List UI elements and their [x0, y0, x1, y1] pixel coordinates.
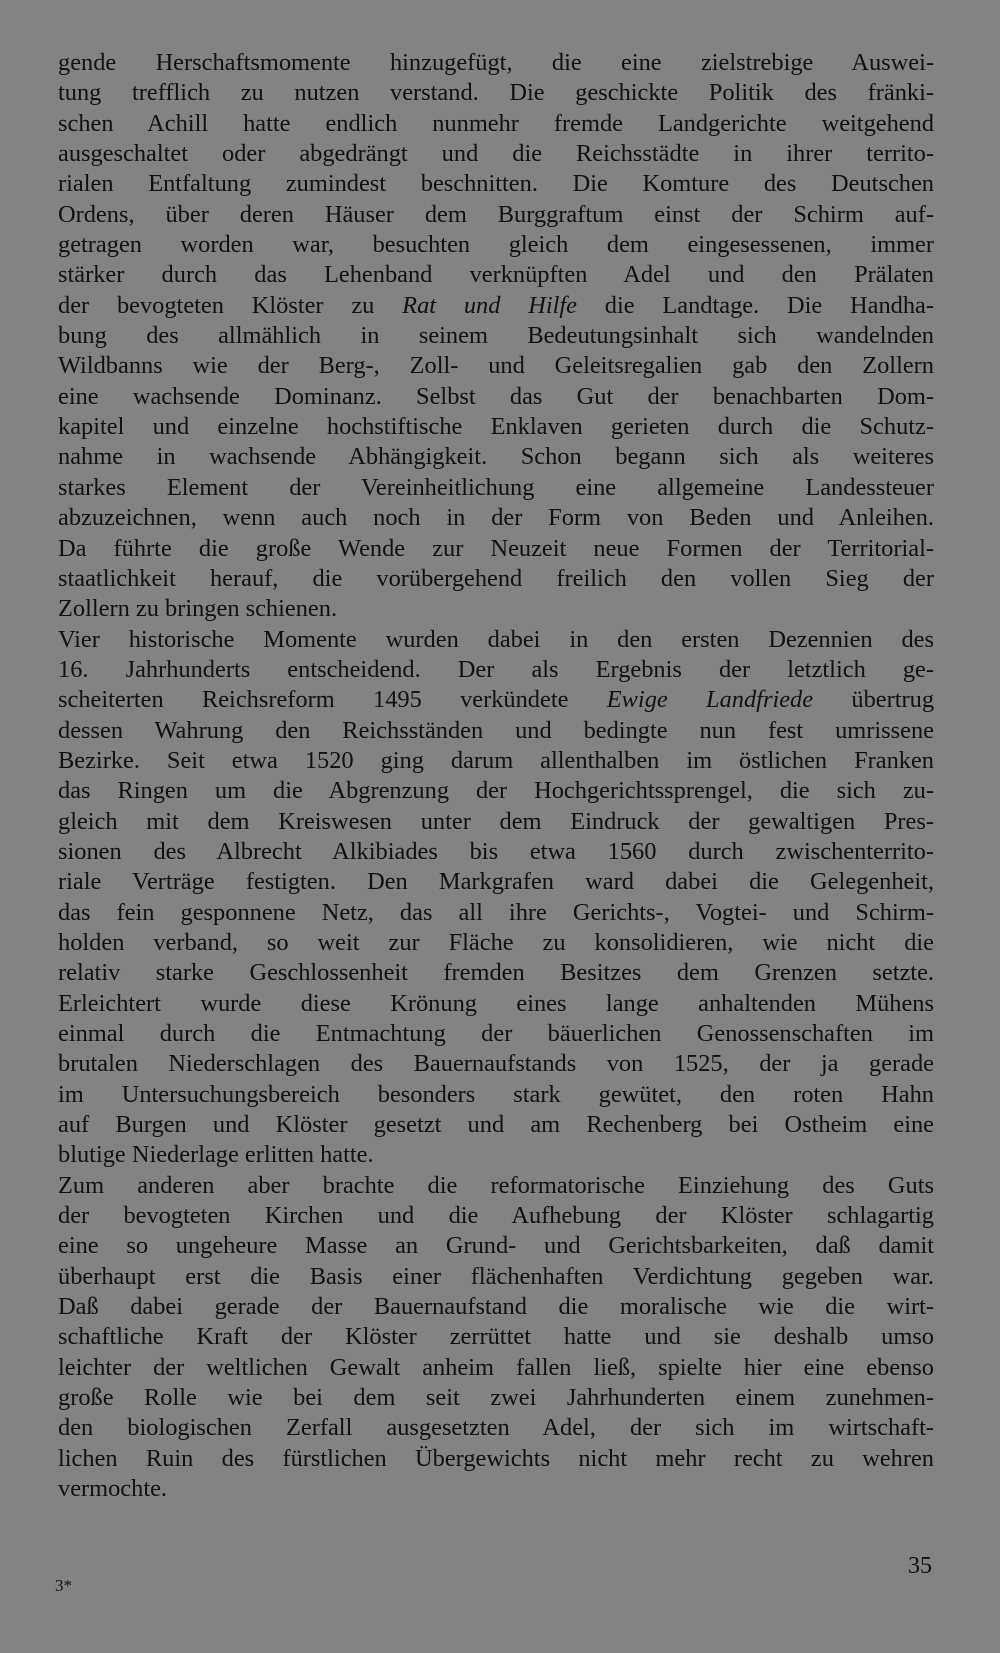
text-segment: der bevogteten Klöster zu: [58, 291, 403, 319]
text-line: kapitel und einzelne hochstiftische Enklaven gerieten durch die Schutz-: [58, 413, 934, 441]
text-line: bung des allmählich in seinem Bedeutungsinhalt sich wandelnden: [58, 322, 934, 350]
text-line: blutige Niederlage erlitten hatte.: [58, 1141, 374, 1169]
text-line: Erleichtert wurde diese Krönung eines lange anhaltenden Mühens: [58, 989, 934, 1017]
text-line: stärker durch das Lehenband verknüpften Adel und den Prälaten: [58, 261, 934, 289]
text-line: leichter der weltlichen Gewalt anheim fallen ließ, spielte hier eine ebenso: [58, 1353, 934, 1381]
text-line: rialen Entfaltung zumindest beschnitten. Die Komture des Deutschen: [58, 170, 934, 198]
text-segment: übertrug: [813, 686, 935, 714]
text-line: große Rolle wie bei dem seit zwei Jahrhunderten einem zunehmen-: [58, 1384, 934, 1412]
page-number: 35: [908, 1553, 932, 1579]
text-line: dessen Wahrung den Reichsständen und bedingte nun fest umrissene: [58, 716, 934, 744]
text-line: Wildbanns wie der Berg-, Zoll- und Geleitsregalien gab den Zollern: [58, 352, 934, 380]
text-line: [58, 685, 934, 715]
text-line: ausgeschaltet oder abgedrängt und die Reichsstädte in ihrer territo-: [58, 140, 934, 168]
text-line: abzuzeichnen, wenn auch noch in der Form von Beden und Anleihen.: [58, 504, 934, 532]
text-line: sionen des Albrecht Alkibiades bis etwa 1560 durch zwischenterrito-: [58, 837, 934, 865]
text-segment: scheiterten Reichsreform 1495 verkündete: [58, 686, 607, 714]
text-line: holden verband, so weit zur Fläche zu konsolidieren, wie nicht die: [58, 928, 934, 956]
text-line: eine so ungeheure Masse an Grund- und Gerichtsbarkeiten, daß damit: [58, 1232, 934, 1260]
text-line: schaftliche Kraft der Klöster zerrüttet hatte und sie deshalb umso: [58, 1323, 934, 1351]
text-line: relativ starke Geschlossenheit fremden Besitzes dem Grenzen setzte.: [58, 959, 934, 987]
text-line: brutalen Niederschlagen des Bauernaufstands von 1525, der ja gerade: [58, 1050, 934, 1078]
text-line: [58, 291, 934, 321]
text-line: einmal durch die Entmachtung der bäuerlichen Genossenschaften im: [58, 1020, 934, 1047]
text-line: Bezirke. Seit etwa 1520 ging darum allenthalben im östlichen Franken: [58, 746, 934, 774]
text-line: vermochte.: [58, 1475, 168, 1503]
text-line: lichen Ruin des fürstlichen Übergewichts nicht mehr recht zu wehren: [58, 1444, 934, 1472]
text-line: der bevogteten Kirchen und die Aufhebung der Klöster schlagartig: [58, 1202, 934, 1230]
text-line: Zollern zu bringen schienen.: [58, 595, 338, 623]
text-line: gende Herschaftsmomente hinzugefügt, die eine zielstrebige Auswei-: [58, 49, 934, 76]
text-line: den biologischen Zerfall ausgesetzten Adel, der sich im wirtschaft-: [58, 1414, 934, 1442]
text-line: staatlichkeit herauf, die vorübergehend freilich den vollen Sieg der: [58, 564, 934, 592]
text-line: nahme in wachsende Abhängigkeit. Schon begann sich als weiteres: [58, 443, 934, 471]
text-line: riale Verträge festigten. Den Markgrafen ward dabei die Gelegenheit,: [58, 868, 934, 896]
text-line: im Untersuchungsbereich besonders stark gewütet, den roten Hahn: [58, 1080, 934, 1108]
text-line: eine wachsende Dominanz. Selbst das Gut der benachbarten Dom-: [58, 382, 934, 410]
emphasized-phrase: Ewige Landfriede: [606, 686, 814, 714]
text-line: Daß dabei gerade der Bauernaufstand die moralische wie die wirt-: [58, 1293, 934, 1321]
text-line: Da führte die große Wende zur Neuzeit neue Formen der Territorial-: [58, 534, 934, 562]
text-line: auf Burgen und Klöster gesetzt und am Rechenberg bei Ostheim eine: [58, 1111, 934, 1139]
paragraph-3: [58, 1171, 934, 1505]
text-line: starkes Element der Vereinheitlichung eine allgemeine Landessteuer: [58, 473, 934, 501]
text-line: Vier historische Momente wurden dabei in den ersten Dezennien des: [58, 625, 934, 653]
text-line: 16. Jahrhunderts entscheidend. Der als Ergebnis der letztlich ge-: [58, 655, 934, 683]
text-line: das fein gesponnene Netz, das all ihre Gerichts-, Vogtei- und Schirm-: [58, 898, 934, 926]
paragraph-1: [58, 48, 934, 625]
body-text: [58, 48, 934, 1505]
text-line: tung trefflich zu nutzen verstand. Die geschickte Politik des fränki-: [58, 79, 934, 107]
text-line: überhaupt erst die Basis einer flächenhaften Verdichtung gegeben war.: [58, 1262, 934, 1290]
text-segment: die Landtage. Die Handha-: [577, 291, 935, 319]
signature-mark: 3*: [55, 1576, 72, 1595]
text-line: Zum anderen aber brachte die reformatorische Einziehung des Guts: [58, 1171, 934, 1199]
text-line: das Ringen um die Abgrenzung der Hochgerichtssprengel, die sich zu-: [58, 777, 934, 805]
text-line: Ordens, über deren Häuser dem Burggraftum einst der Schirm auf-: [58, 200, 934, 228]
text-line: getragen worden war, besuchten gleich dem eingesessenen, immer: [58, 231, 934, 259]
text-line: schen Achill hatte endlich nunmehr fremde Landgerichte weitgehend: [58, 109, 934, 137]
text-line: gleich mit dem Kreiswesen unter dem Eindruck der gewaltigen Pres-: [58, 807, 934, 835]
paragraph-2: [58, 625, 934, 1171]
emphasized-phrase: Rat und Hilfe: [402, 291, 577, 319]
